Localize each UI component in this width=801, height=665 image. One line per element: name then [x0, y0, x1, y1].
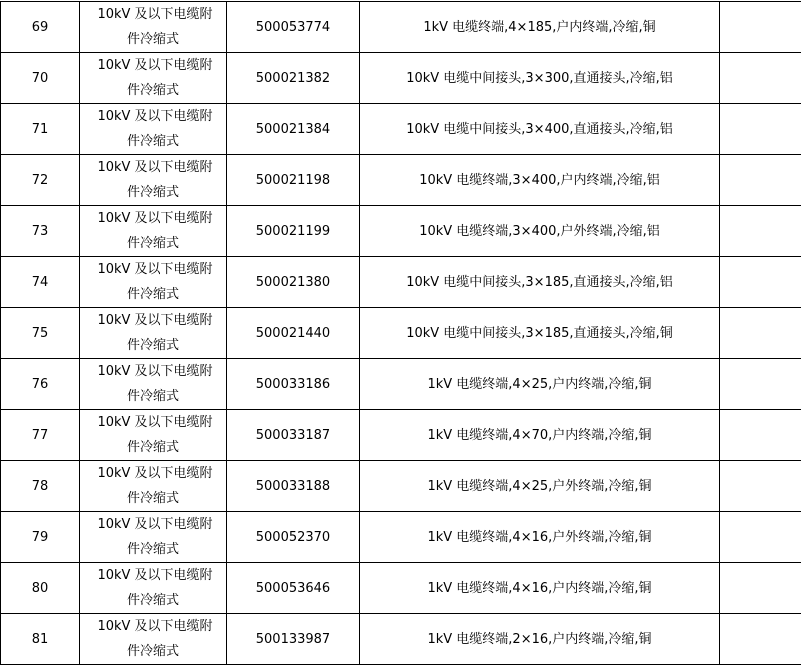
- material-code-cell: 500052370: [227, 512, 360, 563]
- table-row: [1, 2, 801, 53]
- description-cell: 1kV 电缆终端,4×185,户内终端,冷缩,铜: [360, 2, 720, 53]
- remarks-cell: [720, 410, 801, 461]
- category-line-1: 10kV 及以下电缆附: [80, 257, 226, 282]
- remarks-cell: [720, 104, 801, 155]
- table-row: [1, 257, 801, 308]
- category-cell: [80, 104, 227, 155]
- category-line-1: 10kV 及以下电缆附: [80, 308, 226, 333]
- category-line-1: 10kV 及以下电缆附: [80, 563, 226, 588]
- category-cell: [80, 512, 227, 563]
- material-code-cell: 500021198: [227, 155, 360, 206]
- material-code-cell: 500053774: [227, 2, 360, 53]
- category-cell: [80, 53, 227, 104]
- description-cell: 1kV 电缆终端,4×16,户内终端,冷缩,铜: [360, 563, 720, 614]
- remarks-cell: [720, 206, 801, 257]
- description-cell: 10kV 电缆终端,3×400,户外终端,冷缩,铝: [360, 206, 720, 257]
- description-cell: 10kV 电缆终端,3×400,户内终端,冷缩,铝: [360, 155, 720, 206]
- description-cell: 1kV 电缆终端,4×16,户外终端,冷缩,铜: [360, 512, 720, 563]
- category-line-2: 件冷缩式: [80, 282, 226, 307]
- table-row: [1, 614, 801, 665]
- material-code-cell: 500033187: [227, 410, 360, 461]
- material-code-cell: 500133987: [227, 614, 360, 665]
- row-number-cell: 75: [1, 308, 80, 359]
- table-row: [1, 104, 801, 155]
- category-line-2: 件冷缩式: [80, 537, 226, 562]
- table-body: [1, 2, 801, 665]
- material-code-cell: 500021382: [227, 53, 360, 104]
- category-line-1: 10kV 及以下电缆附: [80, 2, 226, 27]
- category-cell: [80, 359, 227, 410]
- description-cell: 1kV 电缆终端,2×16,户内终端,冷缩,铜: [360, 614, 720, 665]
- material-code-cell: 500033188: [227, 461, 360, 512]
- category-cell: [80, 461, 227, 512]
- category-line-1: 10kV 及以下电缆附: [80, 206, 226, 231]
- category-line-2: 件冷缩式: [80, 27, 226, 52]
- remarks-cell: [720, 155, 801, 206]
- remarks-cell: [720, 614, 801, 665]
- material-table: [0, 1, 801, 665]
- remarks-cell: [720, 563, 801, 614]
- remarks-cell: [720, 2, 801, 53]
- row-number-cell: 81: [1, 614, 80, 665]
- category-line-2: 件冷缩式: [80, 384, 226, 409]
- category-line-2: 件冷缩式: [80, 639, 226, 664]
- row-number-cell: 80: [1, 563, 80, 614]
- category-line-2: 件冷缩式: [80, 231, 226, 256]
- category-line-2: 件冷缩式: [80, 435, 226, 460]
- category-line-1: 10kV 及以下电缆附: [80, 104, 226, 129]
- row-number-cell: 70: [1, 53, 80, 104]
- description-cell: 1kV 电缆终端,4×25,户外终端,冷缩,铜: [360, 461, 720, 512]
- category-cell: [80, 257, 227, 308]
- category-cell: [80, 155, 227, 206]
- category-cell: [80, 614, 227, 665]
- row-number-cell: 77: [1, 410, 80, 461]
- category-line-1: 10kV 及以下电缆附: [80, 359, 226, 384]
- row-number-cell: 76: [1, 359, 80, 410]
- remarks-cell: [720, 257, 801, 308]
- table-row: [1, 308, 801, 359]
- description-cell: 10kV 电缆中间接头,3×185,直通接头,冷缩,铝: [360, 257, 720, 308]
- category-cell: [80, 563, 227, 614]
- material-code-cell: 500033186: [227, 359, 360, 410]
- table-row: [1, 461, 801, 512]
- row-number-cell: 73: [1, 206, 80, 257]
- row-number-cell: 72: [1, 155, 80, 206]
- category-line-1: 10kV 及以下电缆附: [80, 53, 226, 78]
- category-line-2: 件冷缩式: [80, 78, 226, 103]
- category-line-2: 件冷缩式: [80, 486, 226, 511]
- category-line-2: 件冷缩式: [80, 180, 226, 205]
- remarks-cell: [720, 53, 801, 104]
- table-row: [1, 410, 801, 461]
- description-cell: 10kV 电缆中间接头,3×300,直通接头,冷缩,铝: [360, 53, 720, 104]
- table-row: [1, 53, 801, 104]
- description-cell: 10kV 电缆中间接头,3×185,直通接头,冷缩,铜: [360, 308, 720, 359]
- remarks-cell: [720, 512, 801, 563]
- table-row: [1, 206, 801, 257]
- material-table-container: [0, 1, 801, 665]
- description-cell: 1kV 电缆终端,4×70,户内终端,冷缩,铜: [360, 410, 720, 461]
- description-cell: 1kV 电缆终端,4×25,户内终端,冷缩,铜: [360, 359, 720, 410]
- row-number-cell: 69: [1, 2, 80, 53]
- description-cell: 10kV 电缆中间接头,3×400,直通接头,冷缩,铝: [360, 104, 720, 155]
- category-cell: [80, 206, 227, 257]
- material-code-cell: 500021380: [227, 257, 360, 308]
- material-code-cell: 500021440: [227, 308, 360, 359]
- table-row: [1, 155, 801, 206]
- material-code-cell: 500053646: [227, 563, 360, 614]
- category-cell: [80, 2, 227, 53]
- category-line-1: 10kV 及以下电缆附: [80, 512, 226, 537]
- table-row: [1, 359, 801, 410]
- table-row: [1, 563, 801, 614]
- row-number-cell: 78: [1, 461, 80, 512]
- material-code-cell: 500021199: [227, 206, 360, 257]
- remarks-cell: [720, 359, 801, 410]
- material-code-cell: 500021384: [227, 104, 360, 155]
- row-number-cell: 71: [1, 104, 80, 155]
- category-cell: [80, 308, 227, 359]
- table-row: [1, 512, 801, 563]
- category-line-2: 件冷缩式: [80, 588, 226, 613]
- category-line-1: 10kV 及以下电缆附: [80, 614, 226, 639]
- row-number-cell: 79: [1, 512, 80, 563]
- remarks-cell: [720, 461, 801, 512]
- category-cell: [80, 410, 227, 461]
- category-line-2: 件冷缩式: [80, 333, 226, 358]
- category-line-1: 10kV 及以下电缆附: [80, 155, 226, 180]
- category-line-1: 10kV 及以下电缆附: [80, 461, 226, 486]
- category-line-2: 件冷缩式: [80, 129, 226, 154]
- category-line-1: 10kV 及以下电缆附: [80, 410, 226, 435]
- remarks-cell: [720, 308, 801, 359]
- row-number-cell: 74: [1, 257, 80, 308]
